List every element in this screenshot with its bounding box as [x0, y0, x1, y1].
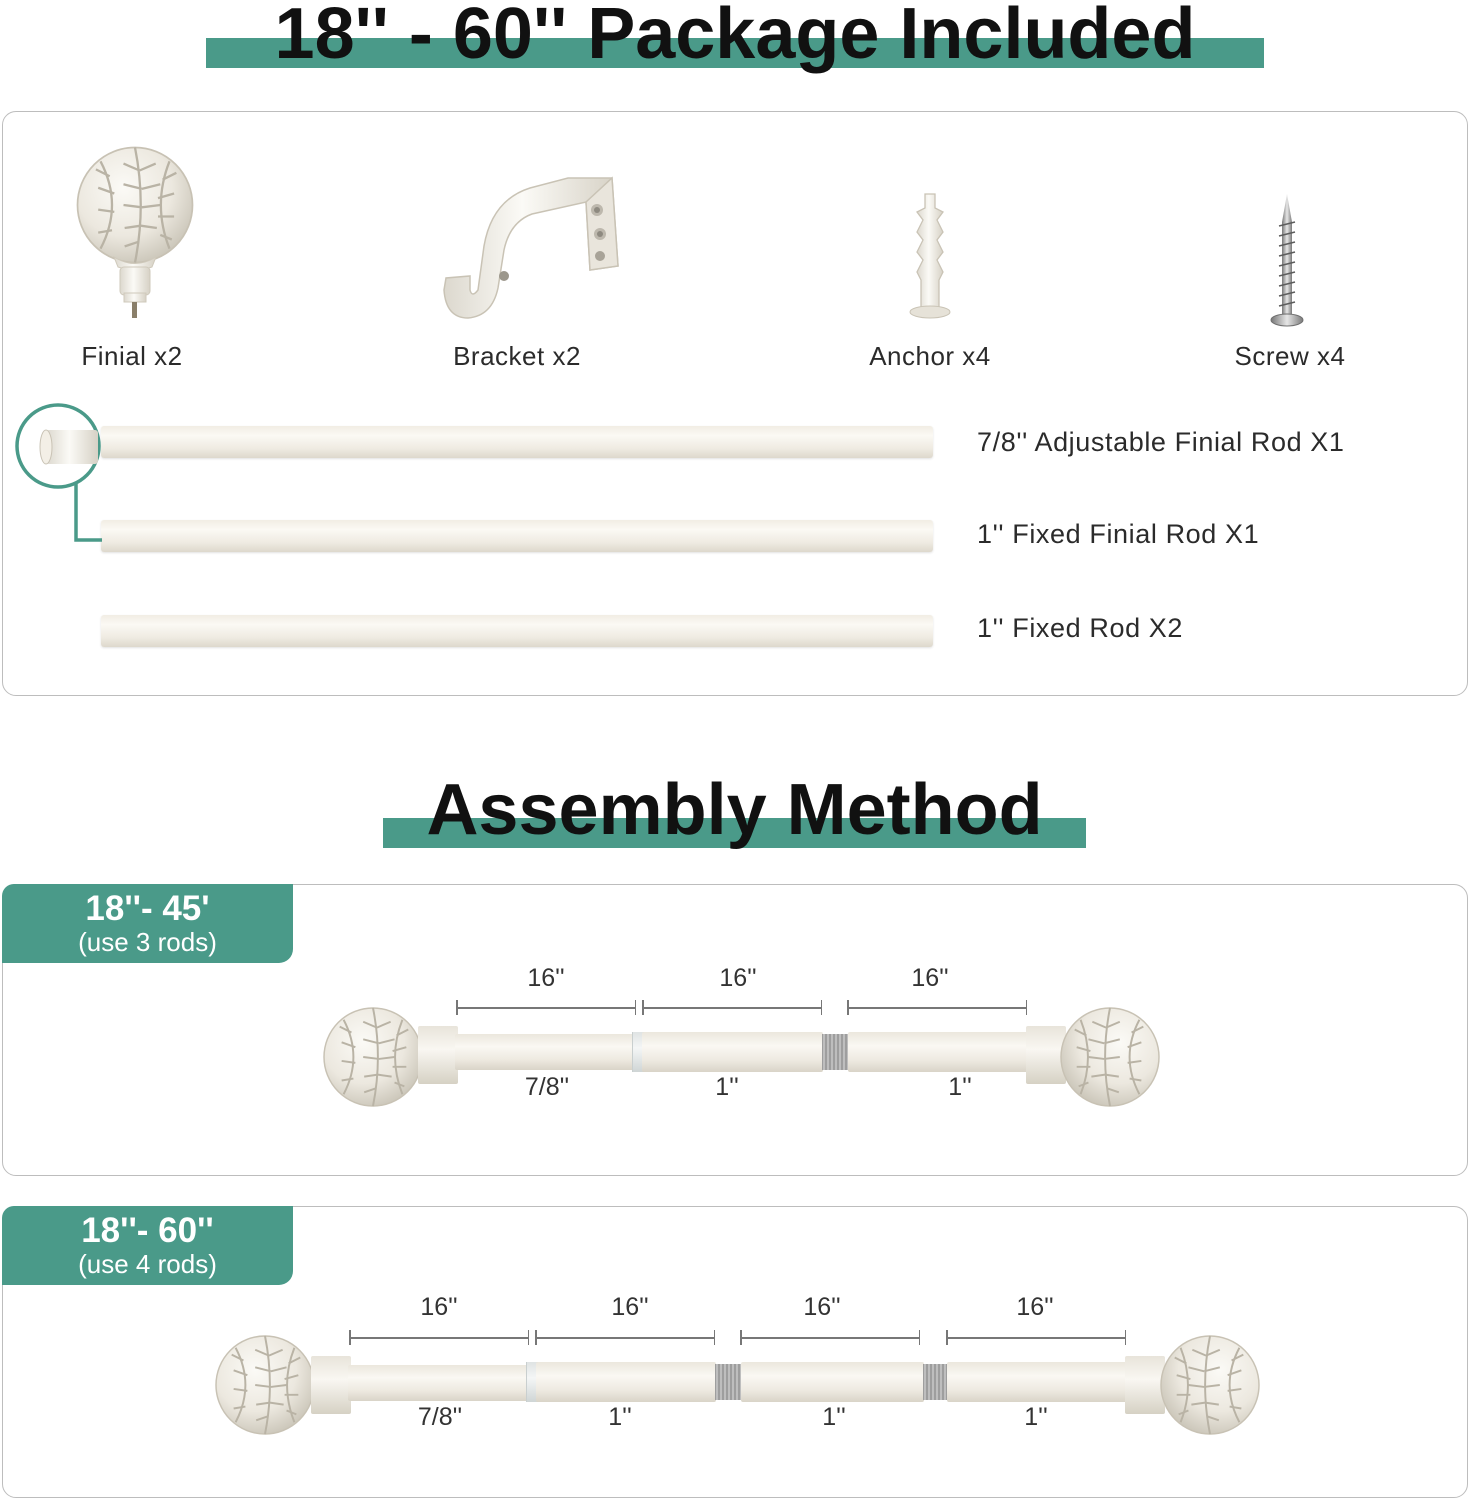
screw-icon	[1262, 192, 1312, 332]
rod-segment-7-8	[348, 1365, 528, 1401]
segment-length-label: 16''	[719, 964, 757, 992]
range-title: 18''- 60''	[81, 1211, 214, 1250]
rod-segment-1	[536, 1362, 716, 1402]
segment-diameter-label: 7/8''	[417, 1403, 463, 1431]
segment-diameter-label: 1''	[1024, 1403, 1048, 1431]
package-panel	[2, 111, 1468, 696]
rod-segment-1	[642, 1032, 823, 1072]
range-tab-4-rods	[2, 1206, 293, 1285]
rod-thread	[923, 1364, 948, 1400]
adjustable-finial-rod	[101, 426, 933, 458]
finial-label: Finial x2	[81, 341, 183, 371]
rod-thread	[715, 1364, 741, 1400]
rod-segment-7-8	[455, 1034, 635, 1070]
fixed-finial-rod-label: 1'' Fixed Finial Rod X1	[977, 519, 1260, 549]
segment-length-label: 16''	[611, 1293, 649, 1321]
segment-length-label: 16''	[420, 1293, 458, 1321]
segment-length-label: 16''	[1016, 1293, 1054, 1321]
segment-diameter-label: 1''	[715, 1073, 739, 1101]
rod-segment-1	[741, 1362, 924, 1402]
segment-length-label: 16''	[911, 964, 949, 992]
dimension-line	[535, 1337, 715, 1339]
finial-icon	[72, 145, 202, 325]
finial-ball-left	[210, 1330, 320, 1440]
segment-diameter-label: 1''	[608, 1403, 632, 1431]
range-subtitle: (use 4 rods)	[78, 1249, 217, 1279]
adjustable-finial-rod-label: 7/8'' Adjustable Finial Rod X1	[977, 427, 1345, 457]
segment-diameter-label: 1''	[948, 1073, 972, 1101]
finial-ball-left	[318, 1002, 428, 1112]
dimension-line	[740, 1337, 920, 1339]
segment-length-label: 16''	[527, 964, 565, 992]
finial-collar	[311, 1356, 351, 1414]
segment-diameter-label: 1''	[822, 1403, 846, 1431]
fixed-finial-rod	[101, 520, 933, 552]
dimension-line	[642, 1007, 822, 1009]
fixed-rod-label: 1'' Fixed Rod X2	[977, 613, 1184, 643]
segment-length-label: 16''	[803, 1293, 841, 1321]
finial-collar	[418, 1026, 458, 1084]
assembly-heading: Assembly Method	[426, 770, 1043, 850]
range-tab-3-rods	[2, 884, 293, 963]
range-subtitle: (use 3 rods)	[78, 927, 217, 957]
rod-segment-1	[947, 1362, 1127, 1402]
range-title: 18''- 45'	[85, 889, 210, 928]
dimension-line	[349, 1337, 529, 1339]
finial-ball-right	[1055, 1002, 1165, 1112]
segment-diameter-label: 7/8''	[524, 1073, 570, 1101]
bracket-label: Bracket x2	[453, 341, 581, 371]
finial-ball-right	[1155, 1330, 1265, 1440]
dimension-line	[946, 1337, 1126, 1339]
rod-segment-1	[848, 1032, 1028, 1072]
package-heading: 18'' - 60'' Package Included	[274, 0, 1196, 74]
dimension-line	[847, 1007, 1027, 1009]
fixed-rod	[101, 615, 933, 647]
dimension-line	[456, 1007, 636, 1009]
anchor-label: Anchor x4	[869, 341, 991, 371]
rod-end-callout	[10, 400, 110, 545]
rod-thread	[822, 1034, 848, 1070]
bracket-icon	[440, 170, 630, 325]
anchor-icon	[895, 190, 965, 325]
screw-label: Screw x4	[1234, 341, 1346, 371]
